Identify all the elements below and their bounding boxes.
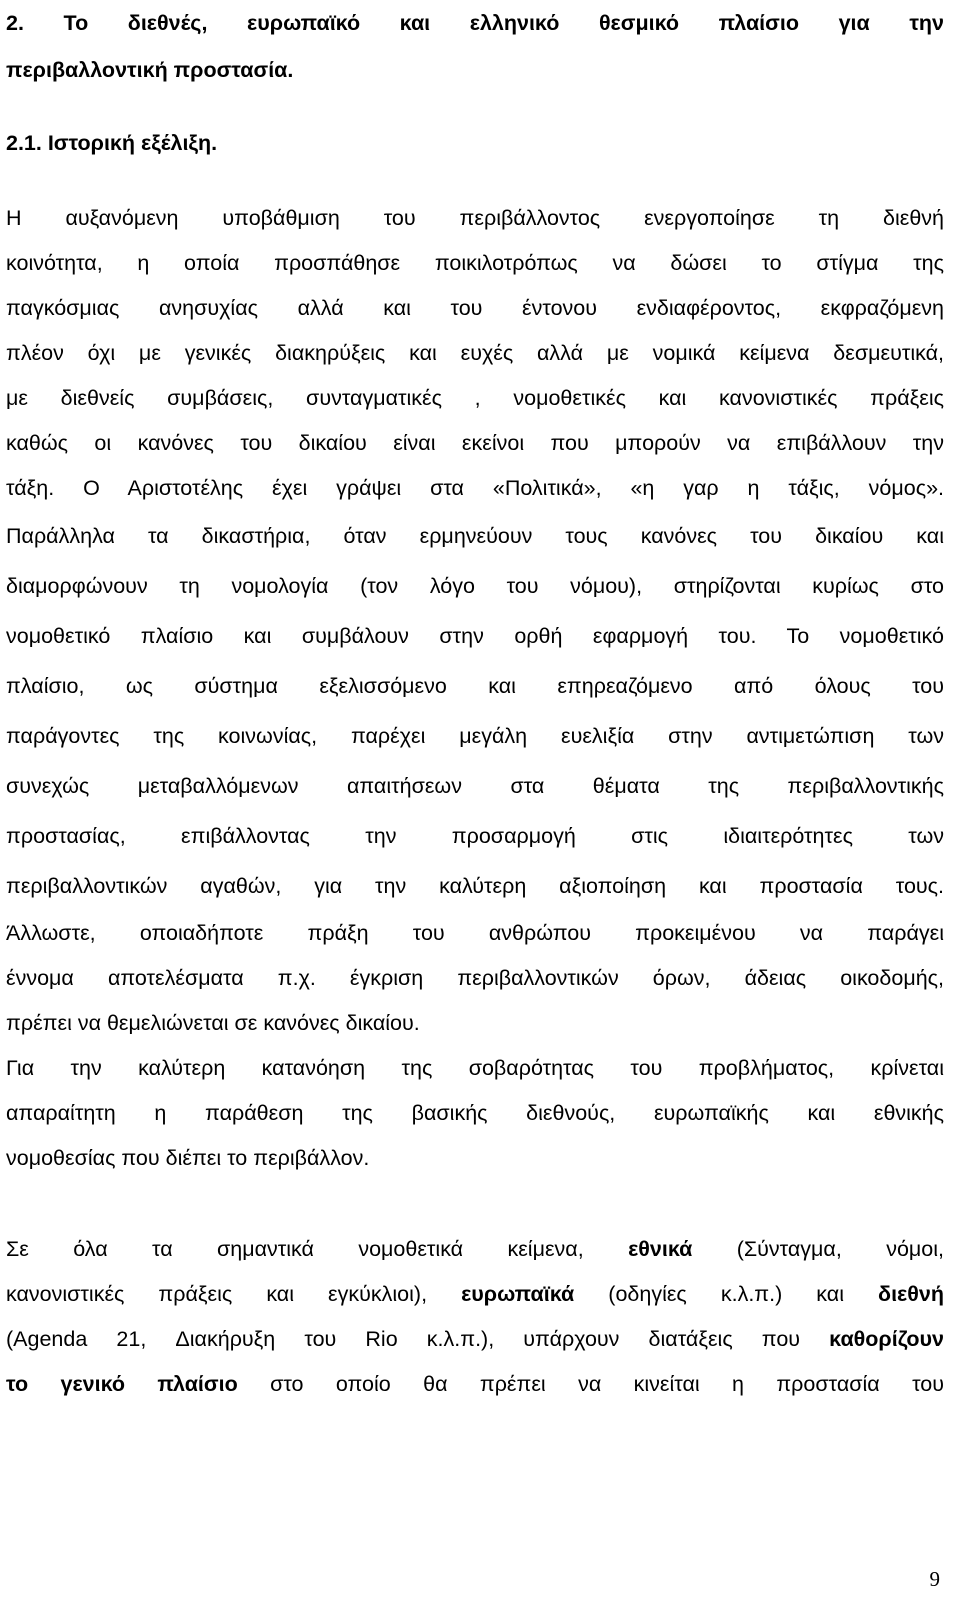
document-page <box>6 0 944 1407</box>
text-run: κανονιστικές πράξεις και εγκύκλιοι), <box>6 1282 462 1306</box>
text-line: με διεθνείς συμβάσεις, συνταγματικές , νομοθετικές και κανονιστικές πράξεις <box>6 386 944 410</box>
text-run: (Agenda 21, Διακήρυξη του Rio κ.λ.π.), υπάρχουν διατάξεις που <box>6 1327 830 1351</box>
section-heading <box>6 0 944 94</box>
text-line: νομοθετικό πλαίσιο και συμβάλουν στην ορθή εφαρμογή του. Το νομοθετικό <box>6 624 944 648</box>
text-line: έννομα αποτελέσματα π.χ. έγκριση περιβαλλοντικών όρων, άδειας οικοδομής, <box>6 966 944 990</box>
heading-line: 2. Το διεθνές, ευρωπαϊκό και ελληνικό θεσμικό πλαίσιο για την <box>6 11 944 35</box>
bold-term: καθορίζουν <box>829 1327 944 1351</box>
bold-term: διεθνή <box>878 1282 944 1306</box>
text-line: περιβαλλοντικών αγαθών, για την καλύτερη αξιοποίηση και προστασία τους. <box>6 874 944 898</box>
text-line <box>6 1317 944 1362</box>
text-line: κοινότητα, η οποία προσπάθησε ποικιλοτρόπως να δώσει το στίγμα της <box>6 251 944 275</box>
text-line: Άλλωστε, οποιαδήποτε πράξη του ανθρώπου προκειμένου να παράγει <box>6 921 944 945</box>
paragraph-acts <box>6 911 944 1046</box>
text-line <box>6 1227 944 1272</box>
text-line: Παράλληλα τα δικαστήρια, όταν ερμηνεύουν τους κανόνες του δικαίου και <box>6 524 944 548</box>
text-run: στο οποίο θα πρέπει να κινείται η προστασία του <box>237 1372 944 1396</box>
text-run: (οδηγίες κ.λ.π.) και <box>574 1282 879 1306</box>
text-line: απαραίτητη η παράθεση της βασικής διεθνούς, ευρωπαϊκής και εθνικής <box>6 1101 944 1125</box>
text-line <box>6 1362 944 1407</box>
heading-line: περιβαλλοντική προστασία. <box>6 58 294 82</box>
text-line: Για την καλύτερη κατανόηση της σοβαρότητας του προβλήματος, κρίνεται <box>6 1056 944 1080</box>
text-line: παράγοντες της κοινωνίας, παρέχει μεγάλη ευελιξία στην αντιμετώπιση των <box>6 724 944 748</box>
subsection-heading: 2.1. Ιστορική εξέλιξη. <box>6 131 218 155</box>
text-line: προστασίας, επιβάλλοντας την προσαρμογή στις ιδιαιτερότητες των <box>6 824 944 848</box>
bold-term: το γενικό πλαίσιο <box>6 1372 238 1396</box>
text-line: συνεχώς μεταβαλλόμενων απαιτήσεων στα θέματα της περιβαλλοντικής <box>6 774 944 798</box>
bold-term: εθνικά <box>628 1237 693 1261</box>
paragraph-intro <box>6 196 944 511</box>
text-line: πρέπει να θεμελιώνεται σε κανόνες δικαίου. <box>6 1011 420 1035</box>
text-run: (Σύνταγμα, νόμοι, <box>692 1237 944 1261</box>
text-line: νομοθεσίας που διέπει το περιβάλλον. <box>6 1146 370 1170</box>
page-number: 9 <box>929 1567 940 1591</box>
paragraph-understanding <box>6 1046 944 1181</box>
text-line: πλαίσιο, ως σύστημα εξελισσόμενο και επηρεαζόμενο από όλους του <box>6 674 944 698</box>
text-line <box>6 1272 944 1317</box>
text-line: Η αυξανόμενη υποβάθμιση του περιβάλλοντος ενεργοποίησε τη διεθνή <box>6 206 944 230</box>
text-line: παγκόσμιας ανησυχίας αλλά και του έντονου ενδιαφέροντος, εκφραζόμενη <box>6 296 944 320</box>
text-line: διαμορφώνουν τη νομολογία (τον λόγο του νόμου), στηρίζονται κυρίως στο <box>6 574 944 598</box>
paragraph-legislation <box>6 1227 944 1407</box>
text-run: Σε όλα τα σημαντικά νομοθετικά κείμενα, <box>6 1237 629 1261</box>
text-line: τάξη. Ο Αριστοτέλης έχει γράψει στα «Πολιτικά», «η γαρ η τάξις, νόμος». <box>6 476 944 500</box>
paragraph-courts <box>6 511 944 911</box>
bold-term: ευρωπαϊκά <box>461 1282 575 1306</box>
text-line: καθώς οι κανόνες του δικαίου είναι εκείνοι που μπορούν να επιβάλλουν την <box>6 431 944 455</box>
text-line: πλέον όχι με γενικές διακηρύξεις και ευχές αλλά με νομικά κείμενα δεσμευτικά, <box>6 341 944 365</box>
